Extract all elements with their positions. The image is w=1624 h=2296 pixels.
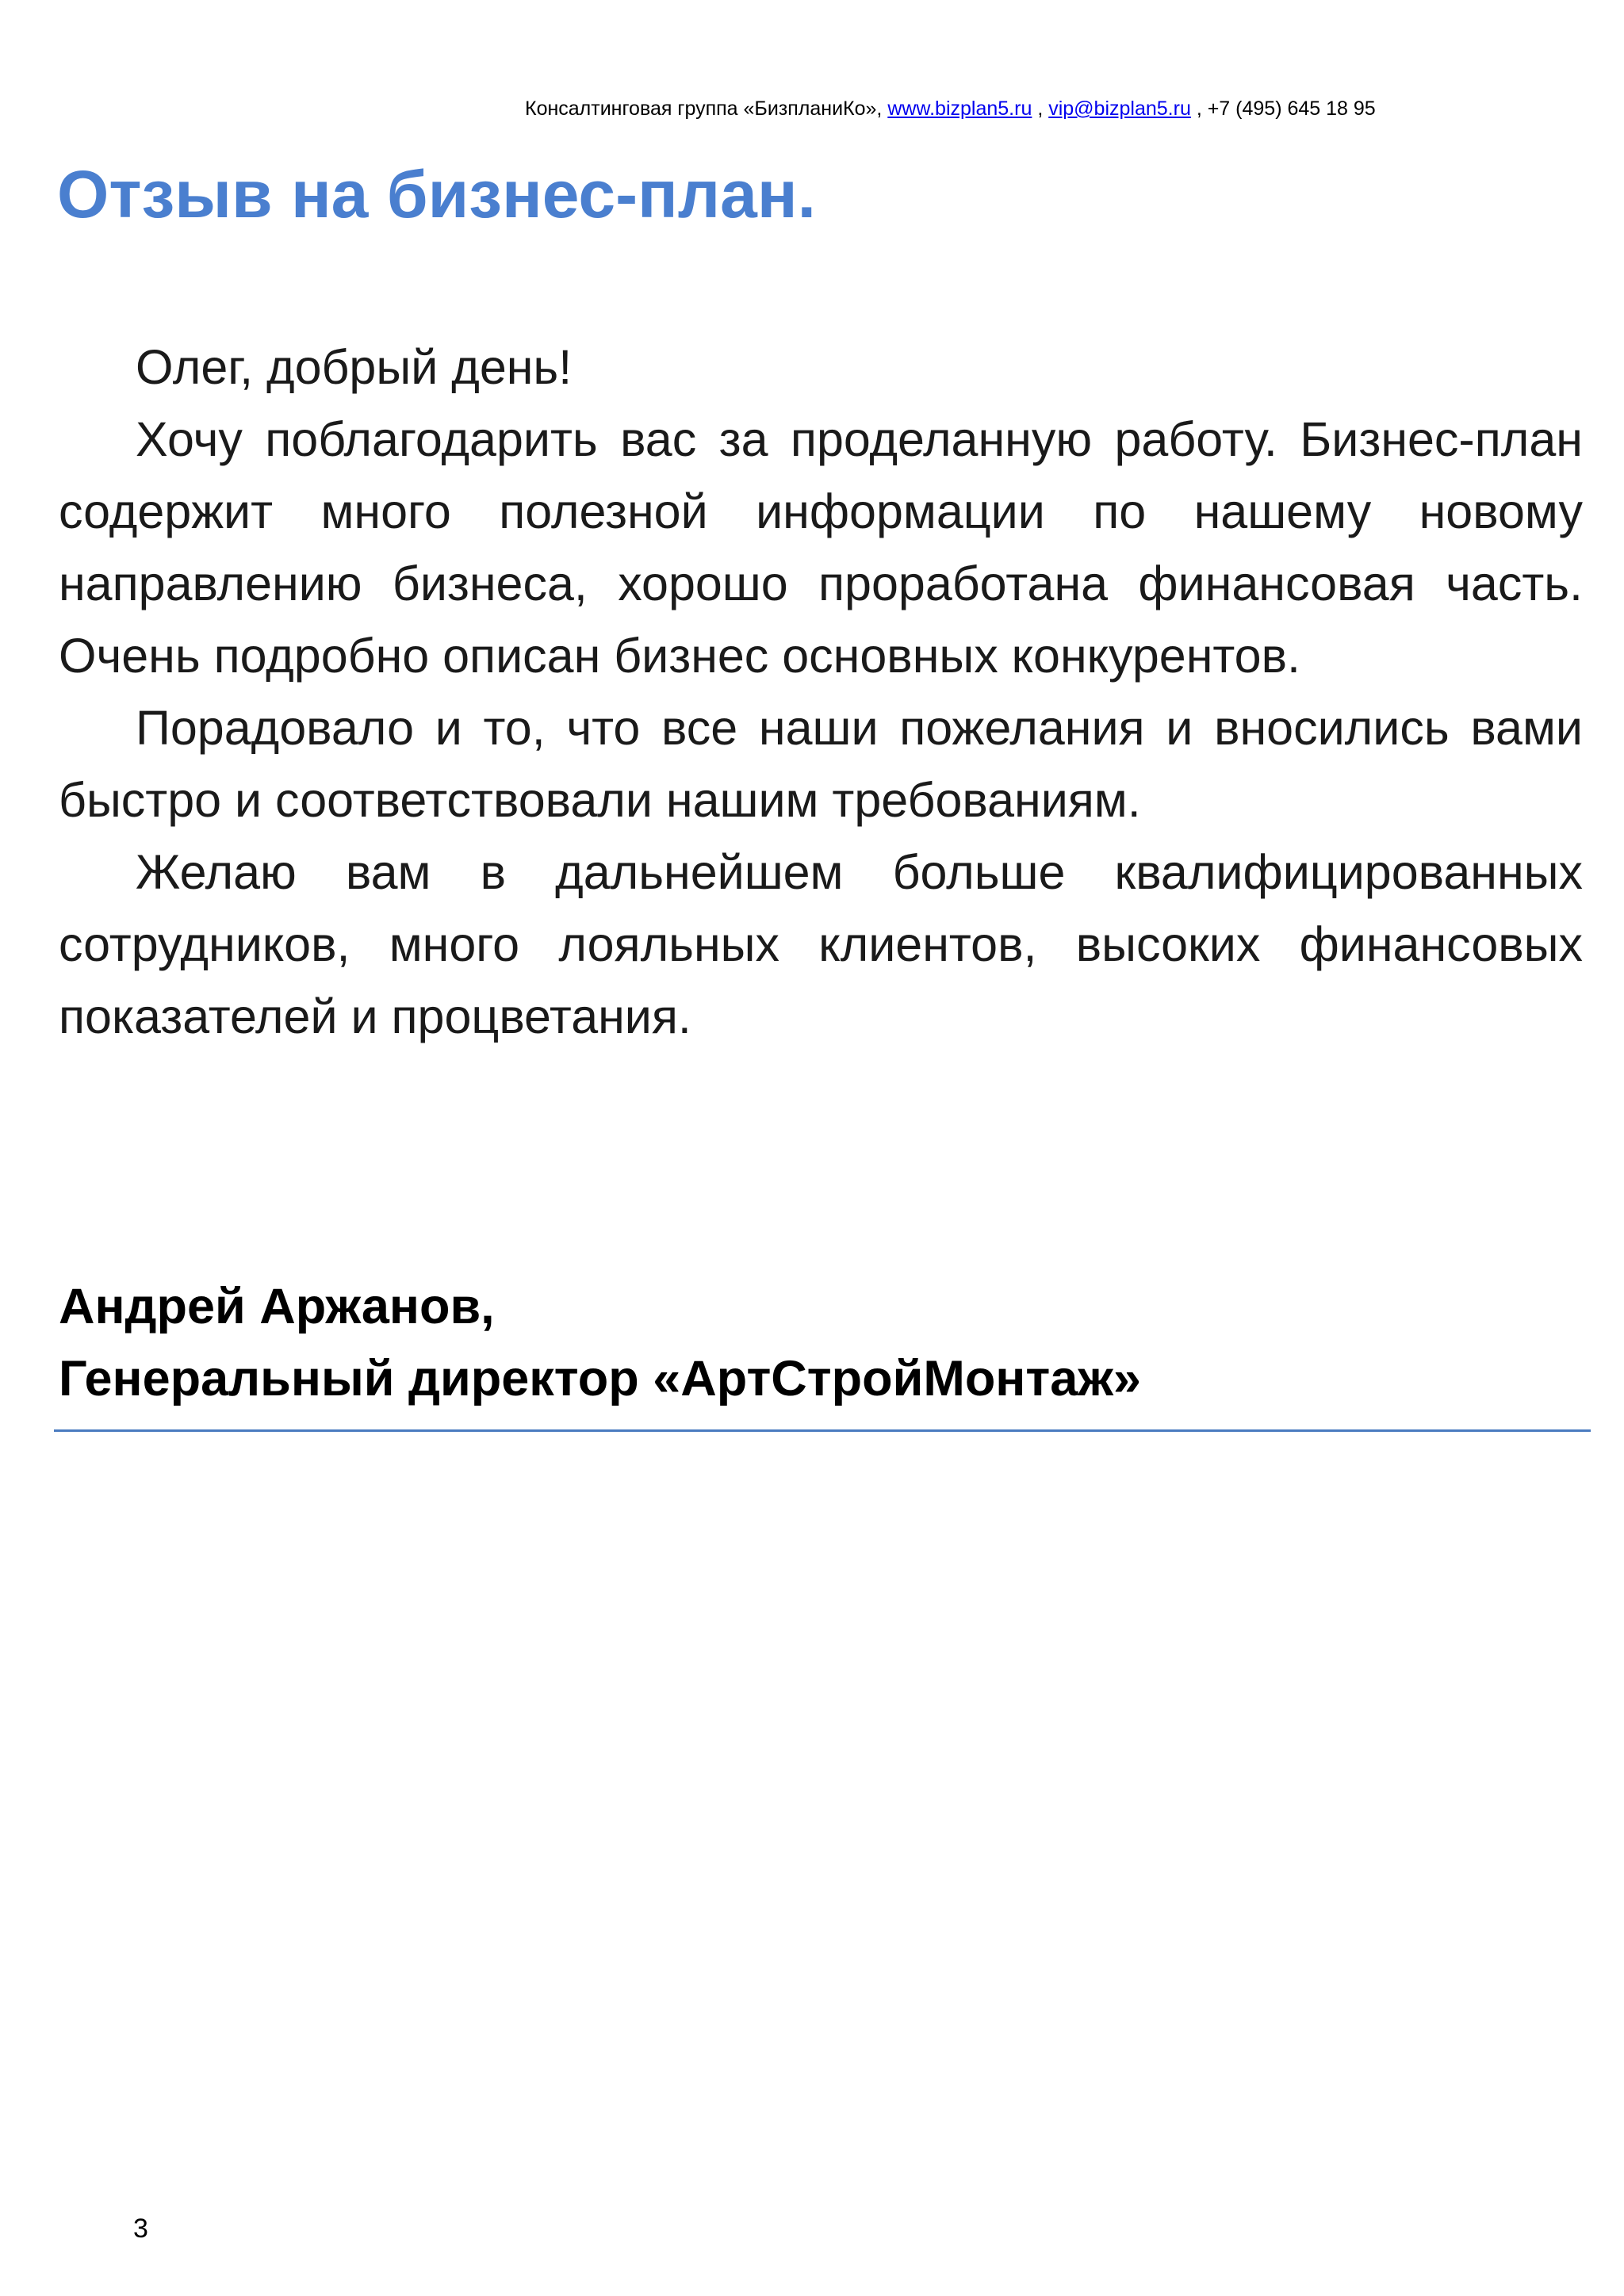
divider-line	[54, 1429, 1591, 1432]
signature-name: Андрей Аржанов,	[59, 1279, 495, 1334]
email-link[interactable]: vip@bizplan5.ru	[1048, 98, 1191, 120]
website-link[interactable]: www.bizplan5.ru	[887, 98, 1032, 120]
page-header	[525, 95, 1619, 122]
header-separator: ,	[1037, 98, 1044, 120]
signature-position: Генеральный директор «АртСтройМонтаж»	[59, 1351, 1141, 1406]
page-title: Отзыв на бизнес-план.	[57, 157, 816, 232]
gratitude-paragraph: Хочу поблагодарить вас за проделанную работу. Бизнес-план содержит много полезной информации по нашему новому направлению бизнеса, хорошо проработана финансовая часть. Очень подробно описан бизнес основных конкурентов.	[59, 412, 1583, 683]
header-company: Консалтинговая группа «БизпланиКо»,	[525, 98, 883, 120]
page-number: 3	[133, 2214, 148, 2244]
feedback-paragraph: Порадовало и то, что все наши пожелания и вносились вами быстро и соответствовали нашим требованиям.	[59, 701, 1583, 827]
review-body	[59, 331, 1583, 1053]
wishes-paragraph: Желаю вам в дальнейшем больше квалифицированных сотрудников, много лояльных клиентов, высоких финансовых показателей и процветания.	[59, 845, 1583, 1043]
header-phone: , +7 (495) 645 18 95	[1196, 98, 1376, 120]
greeting-paragraph: Олег, добрый день!	[136, 340, 573, 394]
signature-block	[59, 1271, 1583, 1415]
